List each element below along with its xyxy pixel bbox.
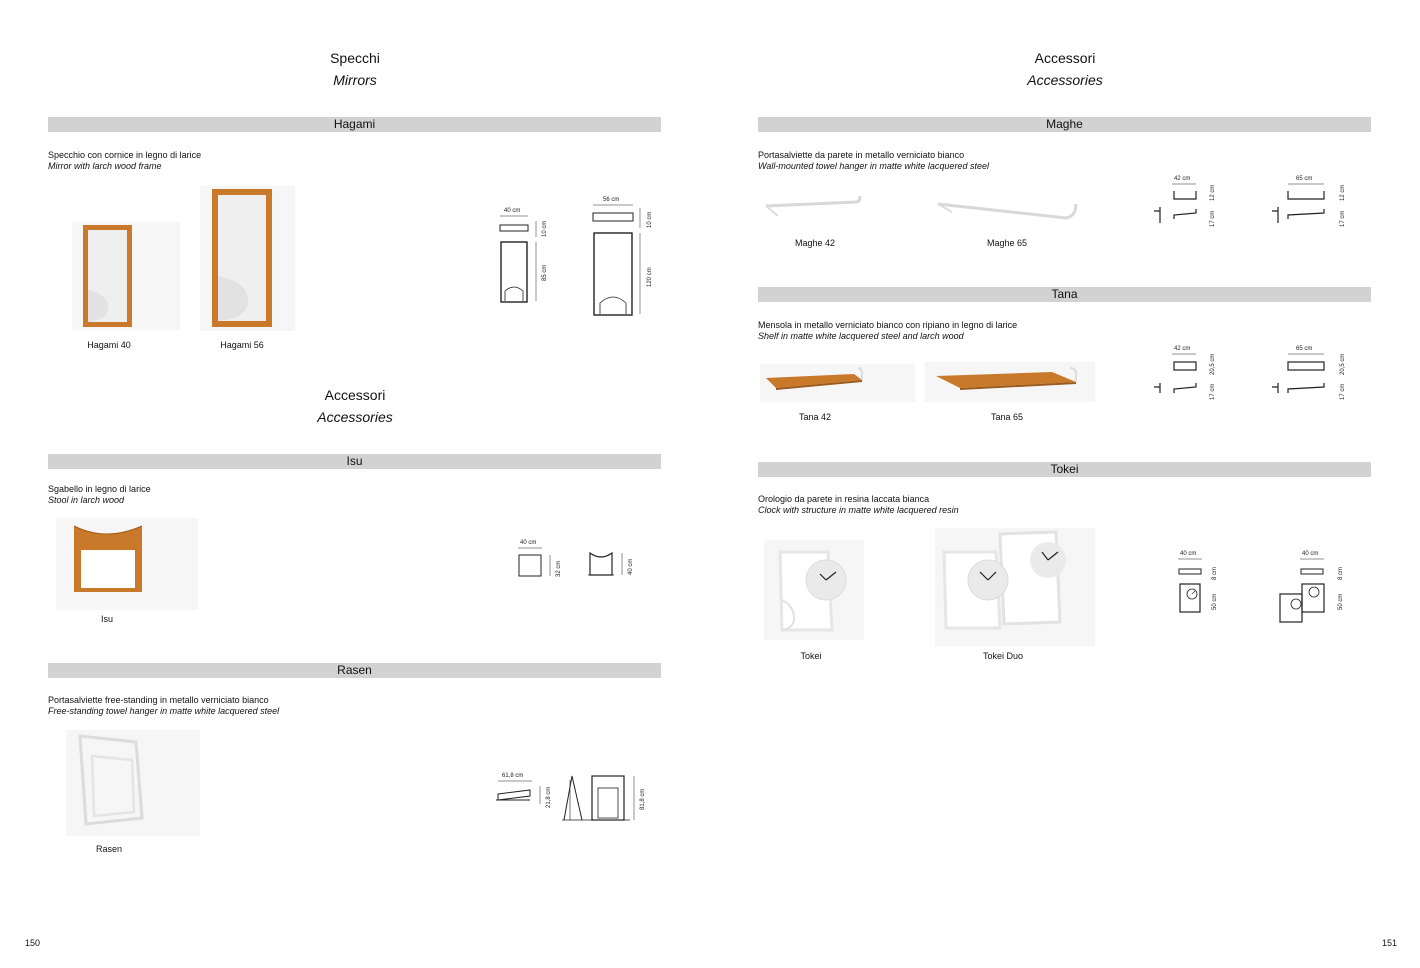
dimension-height: 17 cm bbox=[1340, 210, 1346, 227]
dimension-width: 40 cm bbox=[1180, 551, 1197, 557]
description-en: Free-standing towel hanger in matte white lacquered steel bbox=[48, 706, 280, 716]
dimension-height: 50 cm bbox=[1212, 593, 1218, 610]
product-description-hagami bbox=[48, 150, 201, 172]
description-en: Clock with structure in matte white lacquered resin bbox=[758, 505, 959, 515]
section-subtitle: Mirrors bbox=[333, 72, 377, 88]
section-title: Specchi bbox=[330, 50, 380, 66]
dimension-width: 56 cm bbox=[603, 197, 620, 203]
page-number-left: 150 bbox=[25, 938, 41, 948]
dimension-width: 40 cm bbox=[504, 208, 521, 214]
caption-tokei: Tokei bbox=[800, 651, 822, 661]
technical-drawing-isu bbox=[514, 537, 644, 587]
caption-rasen: Rasen bbox=[95, 844, 122, 854]
description-it: Portasalviette da parete in metallo verniciato bianco bbox=[758, 150, 965, 160]
caption-maghe-65: Maghe 65 bbox=[986, 238, 1028, 248]
dimension-height-top: 10 cm bbox=[647, 211, 653, 228]
dimension-height: 21,8 cm bbox=[546, 786, 552, 808]
caption-tokei-duo: Tokei Duo bbox=[982, 651, 1024, 661]
caption-tana-42: Tana 42 bbox=[798, 412, 832, 422]
dimension-width: 65 cm bbox=[1296, 346, 1313, 352]
section-title: Accessori bbox=[324, 387, 386, 403]
dimension-height-top: 20,5 cm bbox=[1210, 353, 1216, 375]
dimension-width: 40 cm bbox=[520, 540, 537, 546]
shelf-illustration-42 bbox=[762, 364, 872, 400]
description-it: Portasalviette free-standing in metallo verniciato bianco bbox=[48, 695, 269, 705]
dimension-width: 61,8 cm bbox=[502, 773, 524, 779]
product-bar-hagami: Hagami bbox=[48, 117, 661, 132]
section-title-accessories-left bbox=[205, 387, 505, 425]
product-bar-rasen: Rasen bbox=[48, 663, 661, 678]
product-bar-tana: Tana bbox=[758, 287, 1371, 302]
caption-hagami-56: Hagami 56 bbox=[220, 340, 264, 350]
shelf-illustration-65 bbox=[930, 364, 1080, 400]
product-bar-maghe: Maghe bbox=[758, 117, 1371, 132]
dimension-height-top: 20,5 cm bbox=[1340, 353, 1346, 375]
product-bar-tokei: Tokei bbox=[758, 462, 1371, 477]
dimension-height: 32 cm bbox=[556, 560, 562, 577]
description-en: Mirror with larch wood frame bbox=[48, 161, 162, 171]
description-it: Mensola in metallo verniciato bianco con ripiano in legno di larice bbox=[758, 320, 1018, 330]
technical-drawing-tokei-duo bbox=[1276, 548, 1356, 628]
caption-hagami-40: Hagami 40 bbox=[87, 340, 131, 350]
mirror-illustration-40 bbox=[80, 222, 140, 332]
caption-maghe-42: Maghe 42 bbox=[794, 238, 836, 248]
description-en: Stool in larch wood bbox=[48, 495, 125, 505]
dimension-height-total: 40 cm bbox=[628, 558, 634, 575]
mirror-illustration-56 bbox=[208, 186, 278, 331]
clock-duo-illustration bbox=[938, 530, 1088, 642]
product-description-maghe bbox=[758, 150, 989, 172]
dimension-height: 17 cm bbox=[1340, 383, 1346, 400]
technical-drawing-maghe-65 bbox=[1268, 173, 1358, 233]
dimension-width: 65 cm bbox=[1296, 176, 1313, 182]
section-subtitle: Accessories bbox=[1027, 72, 1103, 88]
description-it: Orologio da parete in resina laccata bianca bbox=[758, 494, 930, 504]
dimension-width: 42 cm bbox=[1174, 346, 1191, 352]
product-description-tana bbox=[758, 320, 1017, 342]
product-bar-isu: Isu bbox=[48, 454, 661, 469]
stool-illustration bbox=[70, 520, 150, 600]
section-subtitle: Accessories bbox=[317, 409, 393, 425]
product-description-rasen bbox=[48, 695, 279, 717]
towel-hanger-illustration bbox=[74, 732, 154, 832]
dimension-height-top: 8 cm bbox=[1212, 566, 1218, 580]
product-description-isu bbox=[48, 484, 151, 506]
dimension-height-top: 12 cm bbox=[1340, 184, 1346, 201]
technical-drawing-tana-65 bbox=[1268, 343, 1358, 403]
technical-drawing-rasen bbox=[494, 770, 654, 825]
technical-drawing-tokei bbox=[1174, 548, 1234, 618]
towel-rail-illustration-42 bbox=[760, 190, 870, 230]
technical-drawing-hagami-40 bbox=[496, 205, 566, 305]
caption-tana-65: Tana 65 bbox=[990, 412, 1024, 422]
dimension-height-top: 8 cm bbox=[1338, 566, 1344, 580]
description-it: Sgabello in legno di larice bbox=[48, 484, 151, 494]
dimension-height: 17 cm bbox=[1210, 383, 1216, 400]
section-title-accessories-right bbox=[915, 50, 1215, 88]
description-it: Specchio con cornice in legno di larice bbox=[48, 150, 202, 160]
description-en: Shelf in matte white lacquered steel and larch wood bbox=[758, 331, 964, 341]
technical-drawing-maghe-42 bbox=[1150, 173, 1230, 233]
dimension-height: 17 cm bbox=[1210, 210, 1216, 227]
description-en: Wall-mounted towel hanger in matte white lacquered steel bbox=[758, 161, 989, 171]
section-title-mirrors bbox=[205, 50, 505, 88]
caption-isu: Isu bbox=[100, 614, 113, 624]
technical-drawing-hagami-56 bbox=[590, 193, 670, 318]
product-description-tokei bbox=[758, 494, 959, 516]
technical-drawing-tana-42 bbox=[1150, 343, 1230, 403]
dimension-height-total: 81,8 cm bbox=[640, 788, 646, 810]
clock-illustration bbox=[770, 540, 860, 636]
dimension-height: 120 cm bbox=[647, 267, 653, 287]
dimension-height: 50 cm bbox=[1338, 593, 1344, 610]
dimension-height-top: 12 cm bbox=[1210, 184, 1216, 201]
towel-rail-illustration-65 bbox=[932, 192, 1082, 232]
dimension-width: 42 cm bbox=[1174, 176, 1191, 182]
section-title: Accessori bbox=[1034, 50, 1096, 66]
page-number-right: 151 bbox=[1382, 938, 1398, 948]
dimension-height: 85 cm bbox=[542, 264, 548, 281]
dimension-height-top: 10 cm bbox=[542, 220, 548, 237]
dimension-width: 40 cm bbox=[1302, 551, 1319, 557]
